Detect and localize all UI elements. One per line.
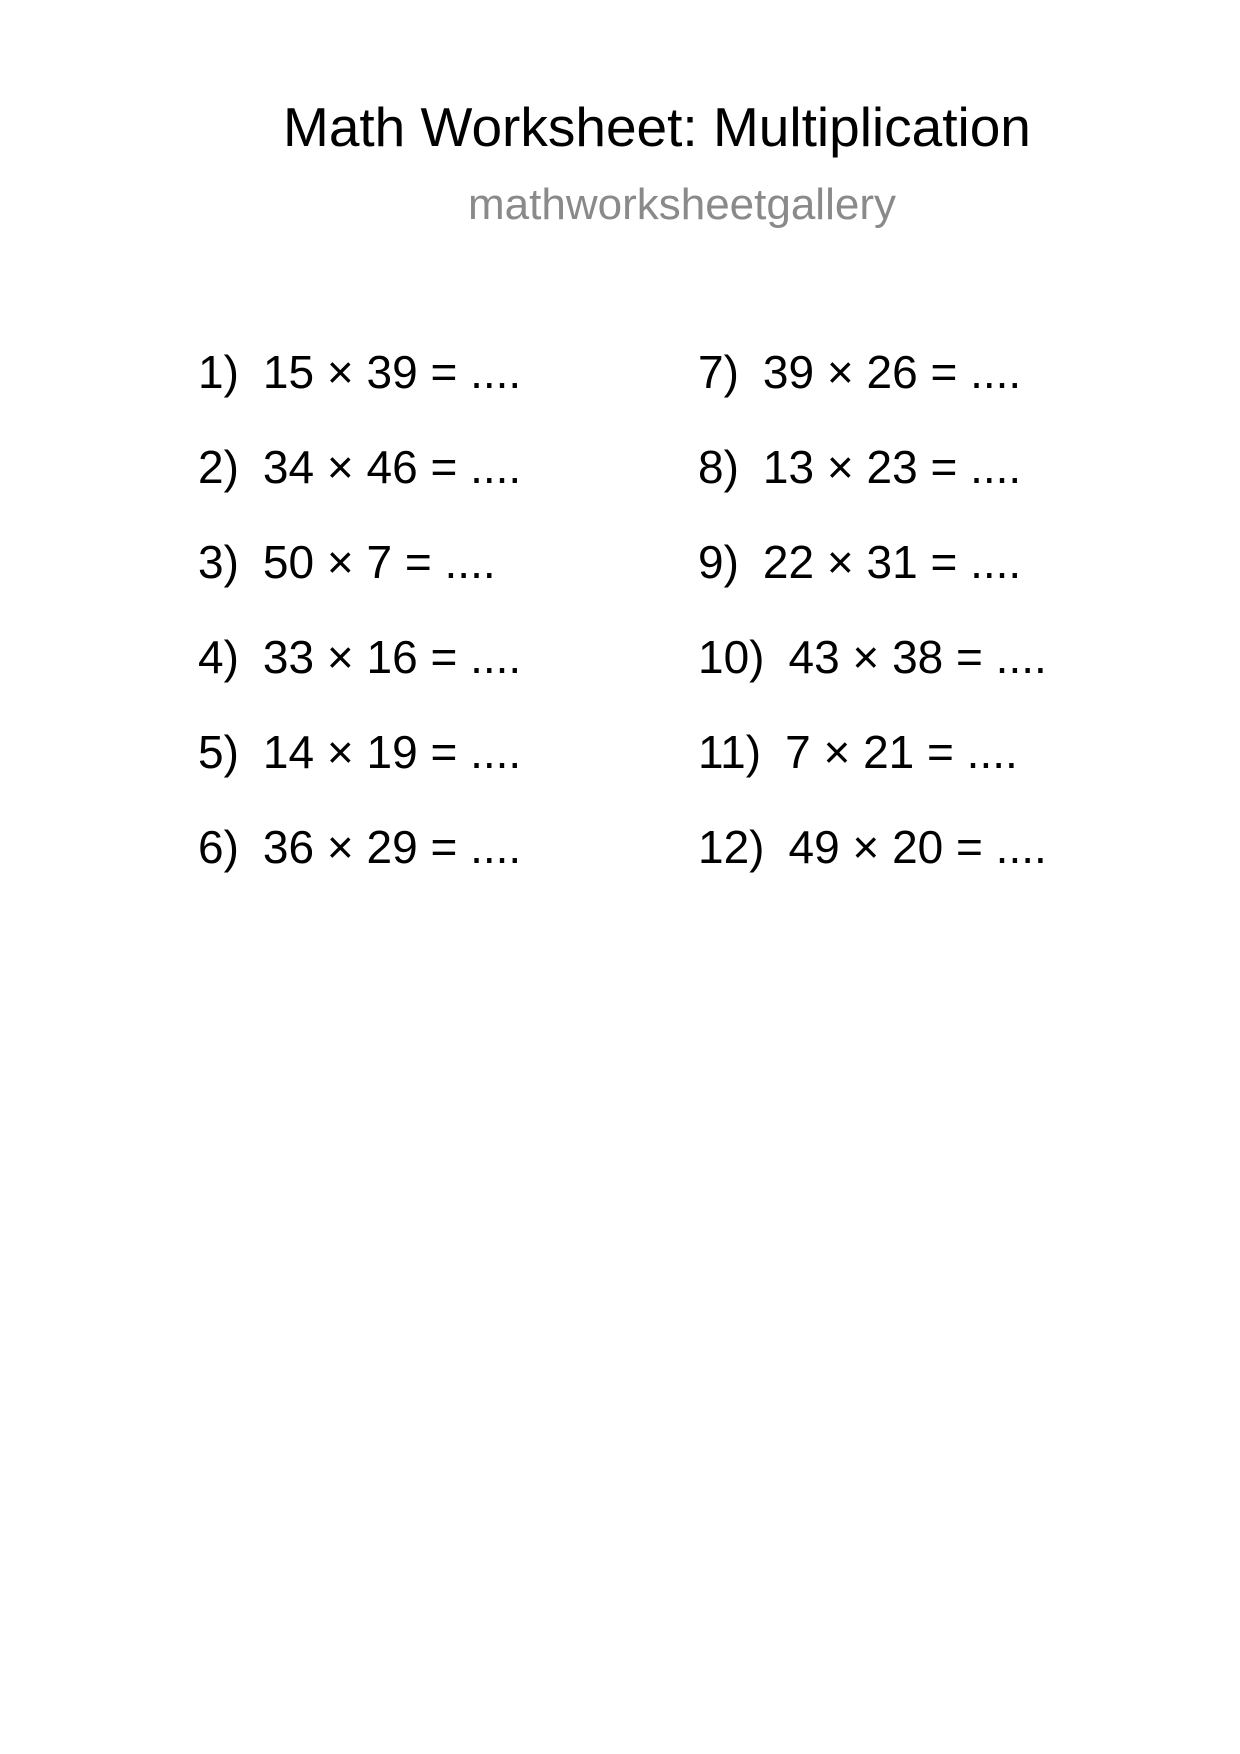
problem-row <box>198 823 521 918</box>
problem-number: 12) <box>698 821 765 873</box>
problem-expression: 50 × 7 = .... <box>262 536 496 588</box>
problem-row <box>698 348 1047 443</box>
problem-expression: 22 × 31 = .... <box>762 536 1022 588</box>
problem-expression: 15 × 39 = .... <box>262 346 522 398</box>
problem-expression: 13 × 23 = .... <box>762 441 1022 493</box>
problem-row <box>698 728 1047 823</box>
problem-number: 1) <box>198 346 239 398</box>
problem-number: 10) <box>698 631 765 683</box>
problem-number: 2) <box>198 441 239 493</box>
problem-number: 5) <box>198 726 239 778</box>
problem-row <box>698 823 1047 918</box>
problem-row <box>198 443 521 538</box>
problems-column-left <box>198 348 521 918</box>
problem-number: 7) <box>698 346 739 398</box>
problem-row <box>698 443 1047 538</box>
problem-row <box>698 633 1047 728</box>
problem-expression: 7 × 21 = .... <box>785 726 1018 778</box>
problem-expression: 43 × 38 = .... <box>788 631 1047 683</box>
page-title: Math Worksheet: Multiplication <box>283 96 1031 158</box>
problems-column-right <box>698 348 1047 918</box>
problem-expression: 49 × 20 = .... <box>788 821 1047 873</box>
problem-expression: 14 × 19 = .... <box>262 726 522 778</box>
problem-expression: 33 × 16 = .... <box>262 631 522 683</box>
problem-number: 9) <box>698 536 739 588</box>
problem-row <box>198 348 521 443</box>
problem-expression: 34 × 46 = .... <box>262 441 522 493</box>
problem-expression: 39 × 26 = .... <box>762 346 1022 398</box>
problem-row <box>198 728 521 823</box>
problem-row <box>198 538 521 633</box>
problem-number: 6) <box>198 821 239 873</box>
problem-row <box>198 633 521 728</box>
problem-number: 11) <box>698 726 762 778</box>
problem-number: 3) <box>198 536 239 588</box>
page-subtitle: mathworksheetgallery <box>468 180 896 229</box>
problem-number: 8) <box>698 441 739 493</box>
problem-number: 4) <box>198 631 239 683</box>
problem-expression: 36 × 29 = .... <box>262 821 522 873</box>
problem-row <box>698 538 1047 633</box>
